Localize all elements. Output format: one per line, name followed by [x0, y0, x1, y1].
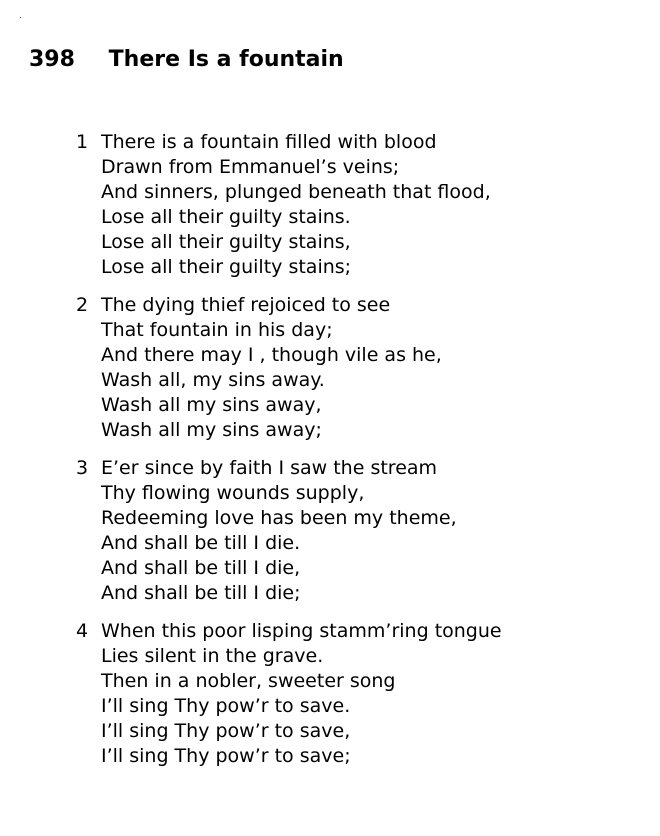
verse-number: 1	[76, 131, 89, 153]
verse-lines	[101, 293, 636, 443]
verse-line: And sinners, plunged beneath that flood,	[101, 181, 491, 203]
verse-line: Wash all my sins away;	[101, 419, 322, 441]
verse-line: I’ll sing Thy pow’r to save;	[101, 745, 351, 767]
verse-lines	[101, 456, 636, 606]
verse-line: Lies silent in the grave.	[101, 645, 324, 667]
verse-line: And there may I , though vile as he,	[101, 344, 442, 366]
corner-mark	[20, 17, 21, 18]
hymn-number: 398	[29, 47, 75, 72]
verse-lines	[101, 130, 636, 280]
verse-line: Wash all, my sins away.	[101, 369, 325, 391]
verse-line: When this poor lisping stamm’ring tongue	[101, 620, 502, 642]
verse-number: 2	[76, 294, 89, 316]
hymn-title: There Is a fountain	[108, 47, 344, 72]
verse-line: There is a fountain filled with blood	[101, 131, 437, 153]
verse-line: Lose all their guilty stains;	[101, 256, 352, 278]
verse-number: 4	[76, 620, 89, 642]
verse-line: I’ll sing Thy pow’r to save.	[101, 695, 351, 717]
verse-line: The dying thief rejoiced to see	[101, 294, 391, 316]
verse-line: Wash all my sins away,	[101, 394, 322, 416]
hymn-header	[29, 44, 344, 76]
verse-line: Lose all their guilty stains,	[101, 231, 351, 253]
verse-line: And shall be till I die,	[101, 557, 301, 579]
verse-list	[76, 130, 636, 782]
verse-line: Then in a nobler, sweeter song	[101, 670, 396, 692]
verse-2	[76, 293, 636, 443]
verse-line: Drawn from Emmanuel’s veins;	[101, 156, 400, 178]
verse-line: Lose all their guilty stains.	[101, 206, 351, 228]
verse-lines	[101, 619, 636, 769]
verse-line: E’er since by faith I saw the stream	[101, 457, 438, 479]
verse-line: Redeeming love has been my theme,	[101, 507, 457, 529]
verse-1	[76, 130, 636, 280]
verse-line: And shall be till I die;	[101, 582, 301, 604]
verse-line: I’ll sing Thy pow’r to save,	[101, 720, 351, 742]
verse-number: 3	[76, 457, 89, 479]
verse-4	[76, 619, 636, 769]
verse-3	[76, 456, 636, 606]
verse-line: Thy flowing wounds supply,	[101, 482, 365, 504]
verse-line: That fountain in his day;	[101, 319, 333, 341]
verse-line: And shall be till I die.	[101, 532, 301, 554]
